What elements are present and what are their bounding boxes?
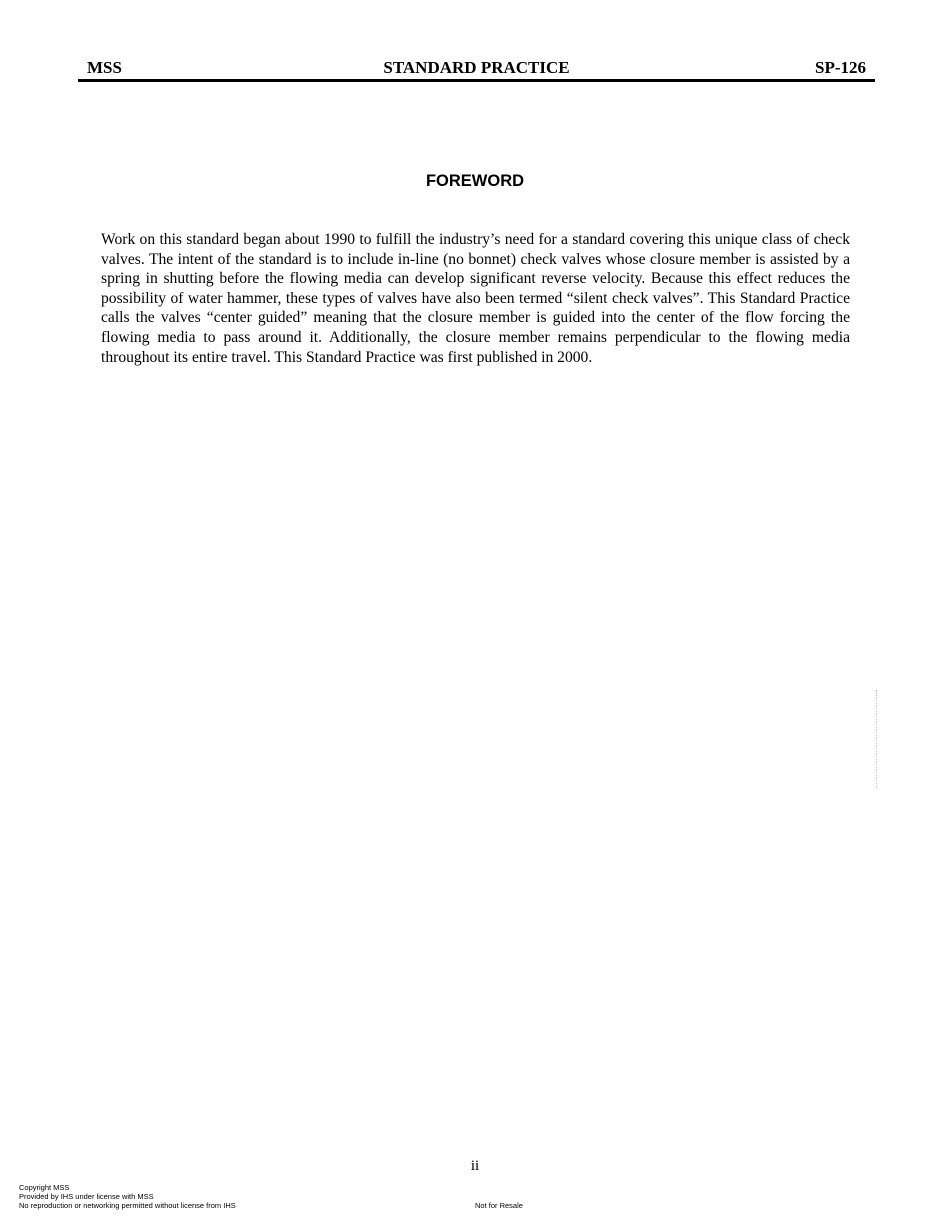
footer-resale-notice: Not for Resale	[475, 1201, 523, 1210]
copyright-footer	[19, 1183, 236, 1210]
header-document-number: SP-126	[815, 58, 866, 77]
margin-mark	[876, 690, 878, 788]
section-title: FOREWORD	[425, 172, 525, 190]
header-publisher: MSS	[87, 58, 122, 77]
header-document-type: STANDARD PRACTICE	[383, 58, 570, 77]
footer-line-reproduction: No reproduction or networking permitted without license from IHS	[19, 1201, 236, 1210]
header-rule	[78, 79, 875, 82]
foreword-paragraph: Work on this standard began about 1990 to fulfill the industry’s need for a standard covering this unique class of check valves. The intent of the standard is to include in-line (no bonnet) check valves whose closure member is assisted by a spring in shutting before the flowing media can develop significant reverse velocity. Because this effect reduces the possibility of water hammer, these types of valves have also been termed “silent check valves”. This Standard Practice calls the valves “center guided” meaning that the closure member is guided into the center of the flow forcing the flowing media to pass around it. Additionally, the closure member remains perpendicular to the flowing media throughout its entire travel. This Standard Practice was first published in 2000.	[101, 231, 850, 366]
footer-line-provider: Provided by IHS under license with MSS	[19, 1192, 154, 1201]
footer-line-copyright: Copyright MSS	[19, 1183, 70, 1192]
page-header	[78, 58, 875, 78]
page-number: ii	[470, 1158, 480, 1174]
